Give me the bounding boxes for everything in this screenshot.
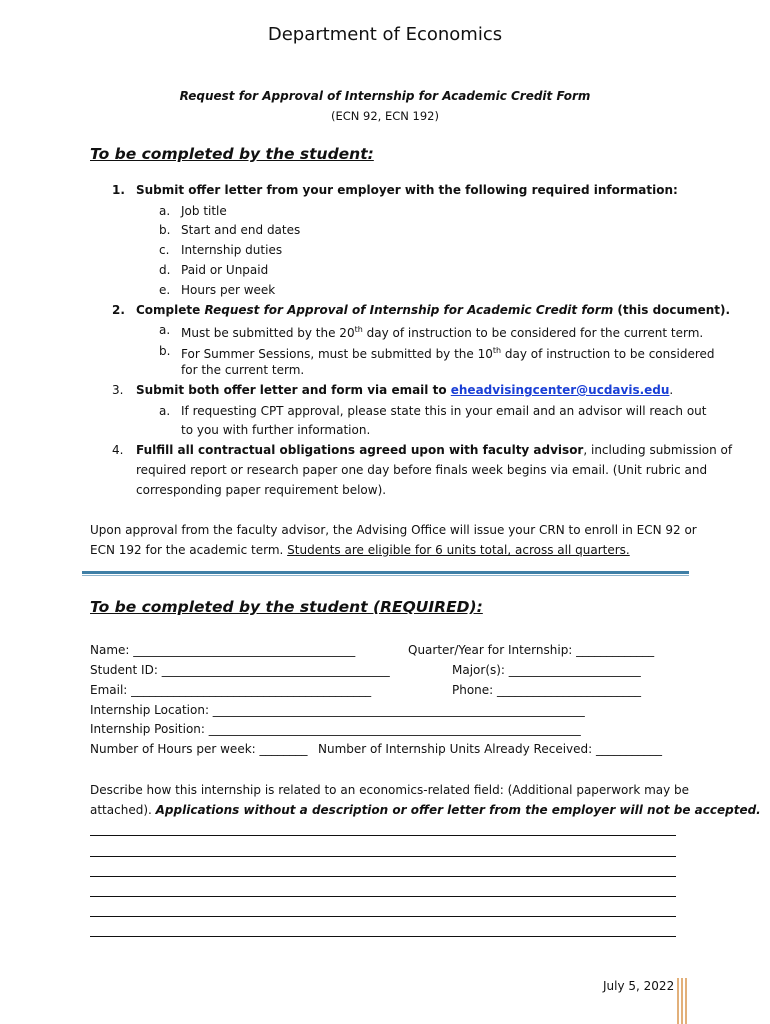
item1-sub-letter: b. xyxy=(159,223,171,237)
item2-pre: Complete xyxy=(136,303,205,317)
units-received-field[interactable]: Number of Internship Units Already Received: ___________ xyxy=(318,742,663,756)
item1-sub-letter: e. xyxy=(159,283,171,297)
item1-sub-letter: c. xyxy=(159,243,170,257)
item4-line1: Fulfill all contractual obligations agreed upon with faculty advisor, including submission of xyxy=(136,443,733,457)
internship-location-field[interactable]: Internship Location: ______________________________________________________________ xyxy=(90,703,585,717)
description-answer-line[interactable] xyxy=(90,896,676,897)
item1-sub-text: Job title xyxy=(181,204,227,218)
student-id-field[interactable]: Student ID: ______________________________________ xyxy=(90,663,390,677)
majors-field[interactable]: Major(s): ______________________ xyxy=(452,663,641,677)
section-divider xyxy=(82,571,689,574)
form-subtitle: Request for Approval of Internship for Academic Credit Form xyxy=(179,89,591,103)
item2-number: 2. xyxy=(112,303,125,317)
item3-text: Submit both offer letter and form via email to eheadvisingcenter@ucdavis.edu. xyxy=(136,383,674,397)
item3-number: 3. xyxy=(112,383,124,397)
item2-sub-letter: b. xyxy=(159,344,171,358)
describe-line1: Describe how this internship is related to an economics-related field: (Additional paperwork may be xyxy=(90,783,690,797)
describe-line2: attached). Applications without a description or offer letter from the employer will not be accepted. xyxy=(90,803,761,817)
item1-sub-text: Hours per week xyxy=(181,283,276,297)
footer-date: July 5, 2022 xyxy=(603,979,675,993)
name-field[interactable]: Name: _____________________________________ xyxy=(90,643,356,657)
item4-line2: required report or research paper one day before finals week begins via email. (Unit rubric and xyxy=(136,463,708,477)
description-answer-line[interactable] xyxy=(90,856,676,857)
item2-sub-b-text: For Summer Sessions, must be submitted by the 10th day of instruction to be considered xyxy=(181,346,715,361)
item1-sub-text: Internship duties xyxy=(181,243,283,257)
item3-sub-line2: to you with further information. xyxy=(181,423,371,437)
item4-line3: corresponding paper requirement below). xyxy=(136,483,387,497)
course-codes: (ECN 92, ECN 192) xyxy=(331,109,439,123)
item2-sub-b-line2: for the current term. xyxy=(181,363,305,377)
quarter-year-field[interactable]: Quarter/Year for Internship: _____________ xyxy=(408,643,655,657)
item1-text: Submit offer letter from your employer with the following required information: xyxy=(136,183,678,197)
item4-number: 4. xyxy=(112,443,124,457)
item2-form-name: Request for Approval of Internship for Academic Credit form xyxy=(204,303,614,317)
item2-sub-letter: a. xyxy=(159,323,171,337)
description-answer-line[interactable] xyxy=(90,835,676,836)
item3-sub-letter: a. xyxy=(159,404,171,418)
phone-field[interactable]: Phone: ________________________ xyxy=(452,683,642,697)
item2-text xyxy=(136,302,730,318)
email-field[interactable]: Email: ________________________________________ xyxy=(90,683,372,697)
section1-heading: To be completed by the student: xyxy=(90,145,374,163)
item1-sub-letter: d. xyxy=(159,263,171,277)
item1-sub-letter: a. xyxy=(159,204,171,218)
description-answer-line[interactable] xyxy=(90,876,676,877)
internship-position-field[interactable]: Internship Position: ______________________________________________________________ xyxy=(90,722,581,736)
item2-post: (this document). xyxy=(613,303,731,317)
page-title: Department of Economics xyxy=(267,24,503,45)
item1-sub-text: Paid or Unpaid xyxy=(181,263,269,277)
advising-email-link[interactable]: eheadvisingcenter@ucdavis.edu xyxy=(450,383,670,397)
section-divider-shadow xyxy=(82,575,689,576)
approval-line1: Upon approval from the faculty advisor, the Advising Office will issue your CRN to enroll in ECN 92 or xyxy=(90,523,697,537)
description-answer-line[interactable] xyxy=(90,936,676,937)
item1-number: 1. xyxy=(112,183,125,197)
description-answer-line[interactable] xyxy=(90,916,676,917)
hours-per-week-field[interactable]: Number of Hours per week: ________ xyxy=(90,742,308,756)
item3-sub-line1: If requesting CPT approval, please state this in your email and an advisor will reach out xyxy=(181,404,707,418)
footer-decoration xyxy=(677,978,689,1024)
item2-sub-a-text: Must be submitted by the 20th day of instruction to be considered for the current term. xyxy=(181,325,704,340)
section2-heading: To be completed by the student (REQUIRED): xyxy=(90,598,483,616)
approval-line2: ECN 192 for the academic term. Students are eligible for 6 units total, across all quarters. xyxy=(90,543,630,557)
item1-sub-text: Start and end dates xyxy=(181,223,301,237)
